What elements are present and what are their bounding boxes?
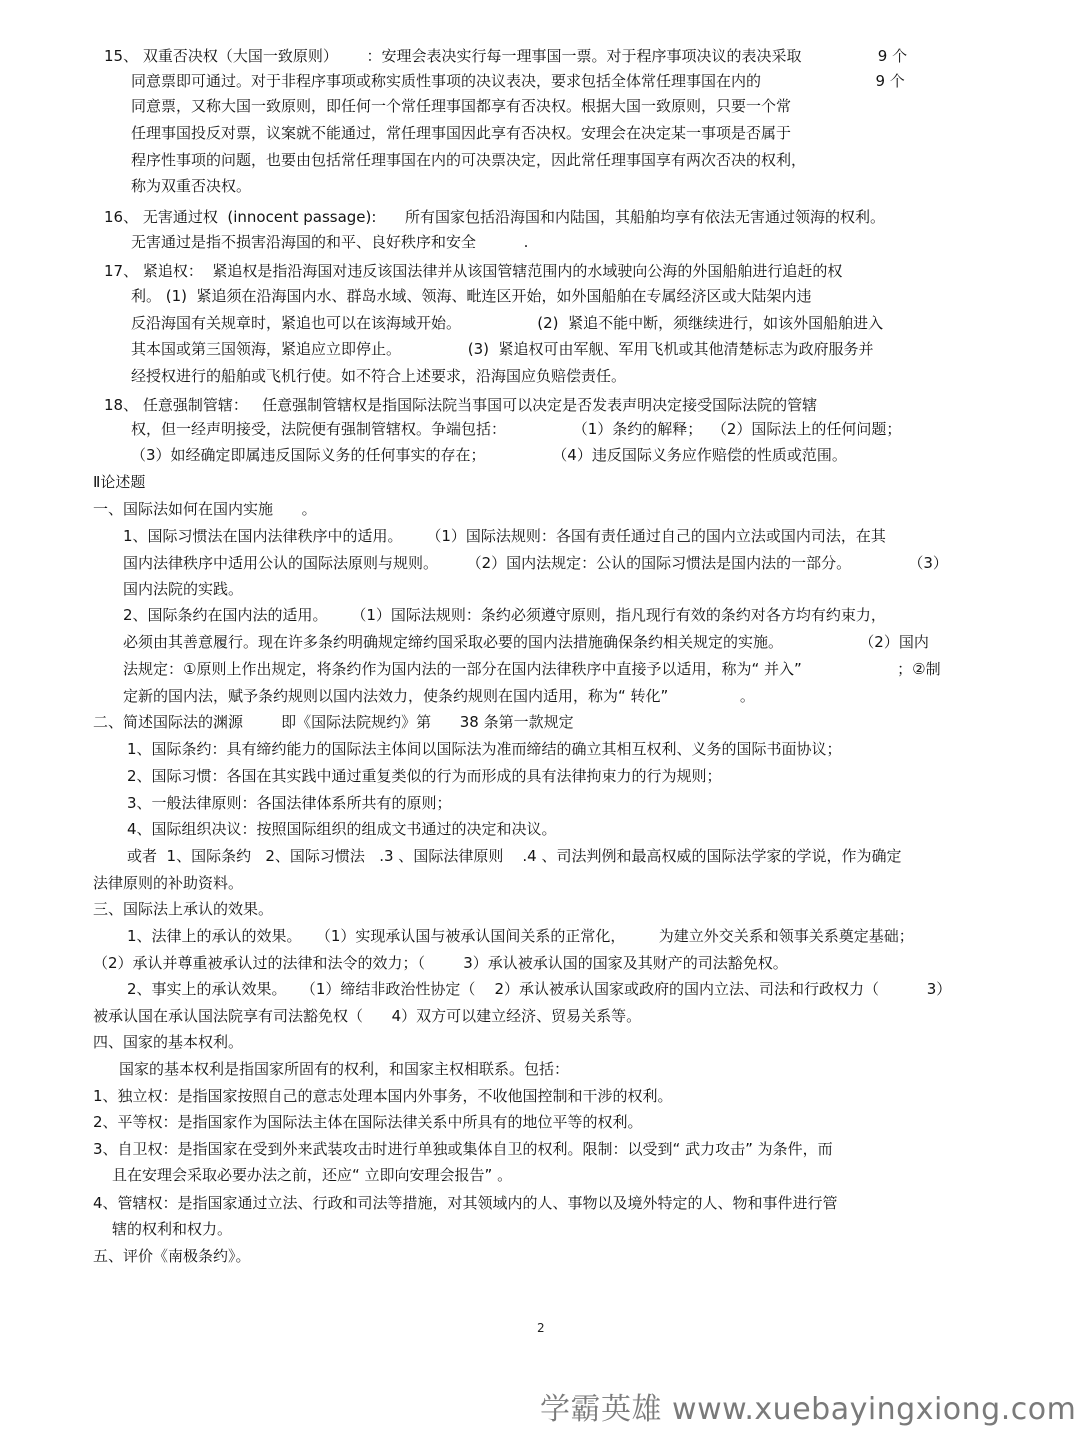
text-line: 其本国或第三国领海，紧追应立即停止。 (3) 紧追权可由军舰、军用飞机或其他清楚标志为政府服务并: [131, 340, 874, 358]
text-line: 国内法律秩序中适用公认的国际法原则与规则。 （2）国内法规定：公认的国际习惯法是国内法的一部分。 （3）: [123, 554, 948, 572]
section-heading: 四、国家的基本权利。: [93, 1033, 244, 1051]
text-line: （2）承认并尊重被承认过的法律和法令的效力；（ 3）承认被承认国的国家及其财产的司法豁免权。: [93, 954, 788, 972]
text-line: 经授权进行的船舶或飞机行使。如不符合上述要求，沿海国应负赔偿责任。: [131, 367, 627, 385]
text-line: 利。 (1) 紧追须在沿海国内水、群岛水域、领海、毗连区开始，如外国船舶在专属经济区或大陆架内违: [131, 287, 812, 305]
text-line: 辖的权利和权力。: [112, 1220, 233, 1238]
section-heading: Ⅱ论述题: [93, 473, 146, 491]
text-line: 定新的国内法，赋予条约规则以国内法效力，使条约规则在国内适用，称为“ 转化” 。: [123, 687, 755, 705]
text-line: 法规定：①原则上作出规定，将条约作为国内法的一部分在国内法律秩序中直接予以适用，称为“ 并入” ；②制: [123, 660, 941, 678]
text-line: 称为双重否决权。: [131, 177, 252, 195]
section-heading: 五、评价《南极条约》。: [93, 1247, 251, 1265]
text-line: 被承认国在承认国法院享有司法豁免权（ 4）双方可以建立经济、贸易关系等。: [93, 1007, 642, 1025]
text-line: 程序性事项的问题，也要由包括常任理事国在内的可决票决定，因此常任理事国享有两次否决的权利，: [131, 151, 807, 169]
text-line: 2、国际习惯：各国在其实践中通过重复类似的行为而形成的具有法律拘束力的行为规则；: [127, 767, 722, 785]
text-line: 17、 紧追权： 紧追权是指沿海国对违反该国法律并从该国管辖范围内的水域驶向公海的外国船舶进行追赶的权: [104, 262, 843, 280]
text-line: 3、自卫权：是指国家在受到外来武装攻击时进行单独或集体自卫的权利。限制：以受到“ 武力攻击” 为条件，而: [93, 1140, 833, 1158]
page-number: 2: [537, 1321, 545, 1335]
text-line: 3、一般法律原则：各国法律体系所共有的原则；: [127, 794, 452, 812]
text-line: 且在安理会采取必要办法之前，还应“ 立即向安理会报告” 。: [112, 1166, 513, 1184]
text-line: 16、 无害通过权 (innocent passage): 所有国家包括沿海国和内陆国，其船舶均享有依法无害通过领海的权利。: [104, 208, 886, 226]
text-line: 同意票，又称大国一致原则，即任何一个常任理事国都享有否决权。根据大国一致原则，只要一个常: [131, 97, 792, 115]
text-line: 同意票即可通过。对于非程序事项或称实质性事项的决议表决，要求包括全体常任理事国在内的 9 个: [131, 72, 905, 90]
text-line: 无害通过是指不损害沿海国的和平、良好秩序和安全 .: [131, 233, 529, 251]
watermark: 学霸英雄 www.xuebayingxiong.com: [540, 1392, 1077, 1427]
text-line: 4、国际组织决议：按照国际组织的组成文书通过的决定和决议。: [127, 820, 557, 838]
text-line: 15、 双重否决权（大国一致原则） ：安理会表决实行每一理事国一票。对于程序事项决议的表决采取 9 个: [104, 47, 908, 65]
text-line: 必须由其善意履行。现在许多条约明确规定缔约国采取必要的国内法措施确保条约相关规定的实施。 （2）国内: [123, 633, 929, 651]
text-line: 2、平等权：是指国家作为国际法主体在国际法律关系中所具有的地位平等的权利。: [93, 1113, 643, 1131]
text-line: （3）如经确定即属违反国际义务的任何事实的存在； （4）违反国际义务应作赔偿的性质或范围。: [131, 446, 847, 464]
text-line: 2、事实上的承认效果。 （1）缔结非政治性协定（ 2）承认被承认国家或政府的国内立法、司法和行政权力（ 3）: [127, 980, 952, 998]
text-line: 任理事国投反对票，议案就不能通过，常任理事国因此享有否决权。安理会在决定某一事项是否属于: [131, 124, 792, 142]
section-heading: 三、国际法上承认的效果。: [93, 900, 274, 918]
text-line: 或者 1、国际条约 2、国际习惯法 .3 、国际法律原则 .4 、司法判例和最高权威的国际法学家的学说，作为确定: [127, 847, 902, 865]
text-line: 法律原则的补助资料。: [93, 874, 244, 892]
text-line: 反沿海国有关规章时，紧追也可以在该海域开始。 (2) 紧追不能中断，须继续进行，如该外国船舶进入: [131, 314, 884, 332]
text-line: 国家的基本权利是指国家所固有的权利，和国家主权相联系。包括：: [119, 1060, 570, 1078]
text-line: 1、法律上的承认的效果。 （1）实现承认国与被承认国间关系的正常化， 为建立外交关系和领事关系奠定基础；: [127, 927, 914, 945]
text-line: 1、独立权：是指国家按照自己的意志处理本国内外事务，不收他国控制和干涉的权利。: [93, 1087, 673, 1105]
text-line: 权，但一经声明接受，法院便有强制管辖权。争端包括： （1）条约的解释； （2）国际法上的任何问题；: [131, 420, 902, 438]
section-heading: 一、国际法如何在国内实施 。: [93, 500, 317, 518]
text-line: 4、管辖权：是指国家通过立法、行政和司法等措施，对其领域内的人、事物以及境外特定的人、物和事件进行管: [93, 1194, 838, 1212]
text-line: 1、国际习惯法在国内法律秩序中的适用。 （1）国际法规则：各国有责任通过自己的国内立法或国内司法，在其: [123, 527, 886, 545]
section-heading: 二、简述国际法的渊源 即《国际法院规约》第 38 条第一款规定: [93, 713, 574, 731]
text-line: 国内法院的实践。: [123, 580, 244, 598]
text-line: 18、 任意强制管辖： 任意强制管辖权是指国际法院当事国可以决定是否发表声明决定接受国际法院的管辖: [104, 396, 818, 414]
text-line: 2、国际条约在国内法的适用。 （1）国际法规则：条约必须遵守原则，指凡现行有效的条约对各方均有约束力，: [123, 606, 886, 624]
text-line: 1、国际条约：具有缔约能力的国际法主体间以国际法为准而缔结的确立其相互权利、义务的国际书面协议；: [127, 740, 842, 758]
